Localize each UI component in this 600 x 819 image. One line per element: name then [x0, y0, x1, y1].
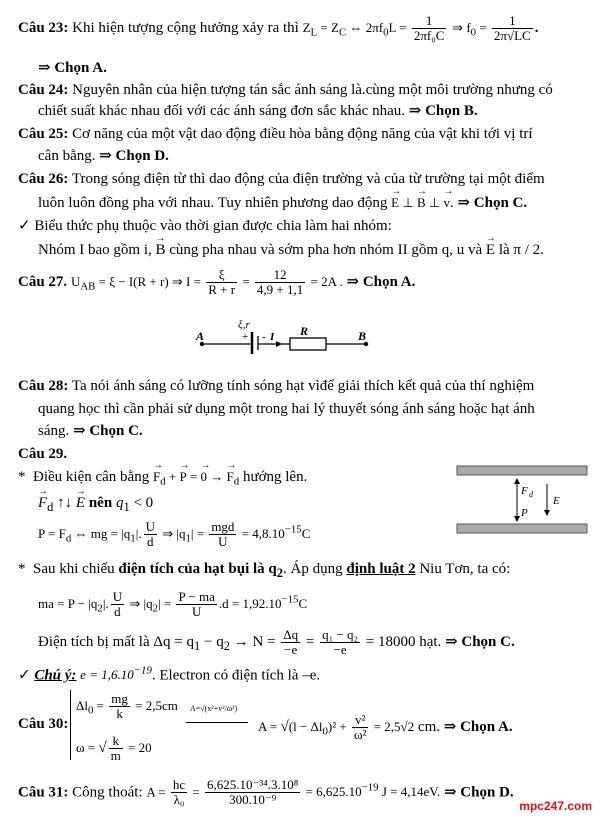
q29-relation: → $F_d$ ↑↓ → E nên $q_1 < 0$ — [38, 493, 153, 517]
node-b-label: B — [358, 329, 367, 343]
svg-text:+: + — [242, 331, 249, 343]
q29-eq2: ma = $P - |q_2|$. $\frac{U}{d}$ ⇒ $|q_2|$ = $\frac{P - ma}{U}$ $.d = 1,92.10^{-15}C$ — [38, 589, 308, 620]
q25-line2: cân bằng. ⇒ Chọn D. — [38, 148, 169, 164]
q27-line: Câu 27. $U_{AB} = \xi - I(R + r)$ ⇒ I = $\frac{\xi}{R + r}$ = $\frac{12}{4,9 + 1,1}$ = 2A . ⇒ Chọn A. — [18, 267, 416, 297]
q28-line3: sáng. ⇒ Chọn C. — [38, 423, 143, 439]
circuit-diagram — [190, 318, 380, 358]
check-icon: ✓ — [18, 218, 31, 234]
q31-line: Câu 31: Công thoát: A = $\frac{hc}{\text{λ₀}}$ = $\frac{\text{6,625.10⁻³⁴.3.10⁸}}{\text{300.10⁻⁹}}$ = $6,625.10^{-19}$ J = 4,14eV. ⇒ Chọn D. — [18, 777, 514, 808]
watermark: mpc247.com — [519, 799, 592, 813]
q28-line1: Câu 28: Ta nói ánh sáng có lưỡng tính sóng hạt vìđể giải thích kết quả của thí nghiệm — [18, 378, 535, 394]
q30-arrow-label: A=√(x²+v²/ω²) — [190, 704, 238, 713]
q30-result: $A = √(l - \Delta l_0)^2$ + $\frac{\text{v²}}{\text{ω²}}$ = 2,5√2 cm. ⇒ Chọn A. — [258, 712, 513, 742]
note-line: ✓ Chú ý: $e = 1,6.10^{-19}$. Electron có điện tích là –e. — [18, 665, 321, 684]
check-line: ✓ Biểu thức phụ thuộc vào thời gian được chia làm hai nhóm: — [18, 218, 392, 234]
q24-line1: Câu 24: Nguyên nhân của hiện tượng tán sắc ánh sáng là.cùng một môi trường nhưng có — [18, 82, 553, 98]
source-label: ξ,r — [238, 319, 250, 331]
svg-text:d: d — [529, 490, 533, 499]
q29-label: Câu 29. — [18, 446, 68, 462]
q29-eq1: $P = F_d$ ⇔ mg = $|q_1|$. $\frac{U}{d}$ ⇒ $|q_1|$ = $\frac{\text{mgd}}{U}$ = $4,8.10^{-15}C$ — [38, 519, 311, 550]
check-icon: ✓ — [18, 667, 31, 684]
node-a-label: A — [196, 329, 205, 343]
groups-line: Nhóm I bao gồm i, → B cùng pha nhau và sớm pha hơn nhóm II gồm q, u và → E là π / 2. — [38, 240, 544, 260]
q30-label: Câu 30: — [18, 716, 69, 732]
q23-frac1: $\frac{1}{\text{2πf₀C}}$ — [413, 13, 445, 43]
q28-line2: quang học thì cần phải sử dụng một trong hai lý thuyết sóng ánh sáng hoặc hạt ánh — [38, 401, 535, 417]
q29-cond: * Điều kiện cân bằng → $F_d$ + → P = → 0 → → $F_d$ hướng lên. — [18, 467, 307, 492]
q26-line1: Câu 26: Trong sóng điện từ thì dao động của điện trường và của từ trường tại một điểm — [18, 171, 545, 187]
diagram-e-label: E — [553, 495, 560, 507]
q23-frac2: $\frac{1}{2\pi√LC}$ — [493, 13, 531, 43]
diagram-fd-label: F — [521, 485, 528, 497]
q26-line2: luôn luôn đồng pha với nhau. Tuy nhiên phương dao động → E ⊥ → B ⊥ → v. ⇒ Chọn C. — [38, 193, 527, 213]
svg-text:-: - — [262, 331, 266, 343]
resistor-label: R — [300, 324, 309, 338]
capacitor-diagram — [455, 464, 590, 536]
current-label: I — [270, 331, 275, 343]
q25-line1: Câu 25: Cơ năng của một vật dao động điều hòa bằng động năng của vật khi tới vị trí — [18, 126, 533, 142]
q23-label: Câu 23: — [18, 19, 69, 36]
q23-answer: ⇒ Chọn A. — [38, 60, 107, 76]
q30-row2: ω = √ $\frac{k}{m}$ = 20 — [76, 733, 152, 763]
q29-after: * Sau khi chiếu điện tích của hạt bụi là $q_2$. Áp dụng định luật 2 Niu Tơn, ta có: — [18, 561, 511, 580]
q23-line: Câu 23: Khi hiện tượng cộng hưởng xảy ra thì $Z_L = Z_C$ ⇔ $2\pi f_0L$ = $\frac{1}{\text{2πf₀C}}$ ⇒ $f_0$ = $\frac{1}{2\pi√LC}$ . — [18, 13, 539, 43]
q30-row1: $\Delta l_0$ = $\frac{mg}{k}$ = 2,5cm — [76, 691, 178, 721]
q29-lost: Điện tích bị mất là $\Delta q = q_1 - q_2 \to N$ = $\frac{\Delta q}{-e}$ = $\frac{\text{q₁ − q₂}}{-e}$ = 18000 hạt. ⇒ Chọn C. — [38, 627, 515, 657]
diagram-p-label: P — [521, 507, 528, 519]
q24-line2: chiết suất khác nhau đối với các ánh sáng đơn sắc khác nhau. ⇒ Chọn B. — [38, 103, 478, 119]
